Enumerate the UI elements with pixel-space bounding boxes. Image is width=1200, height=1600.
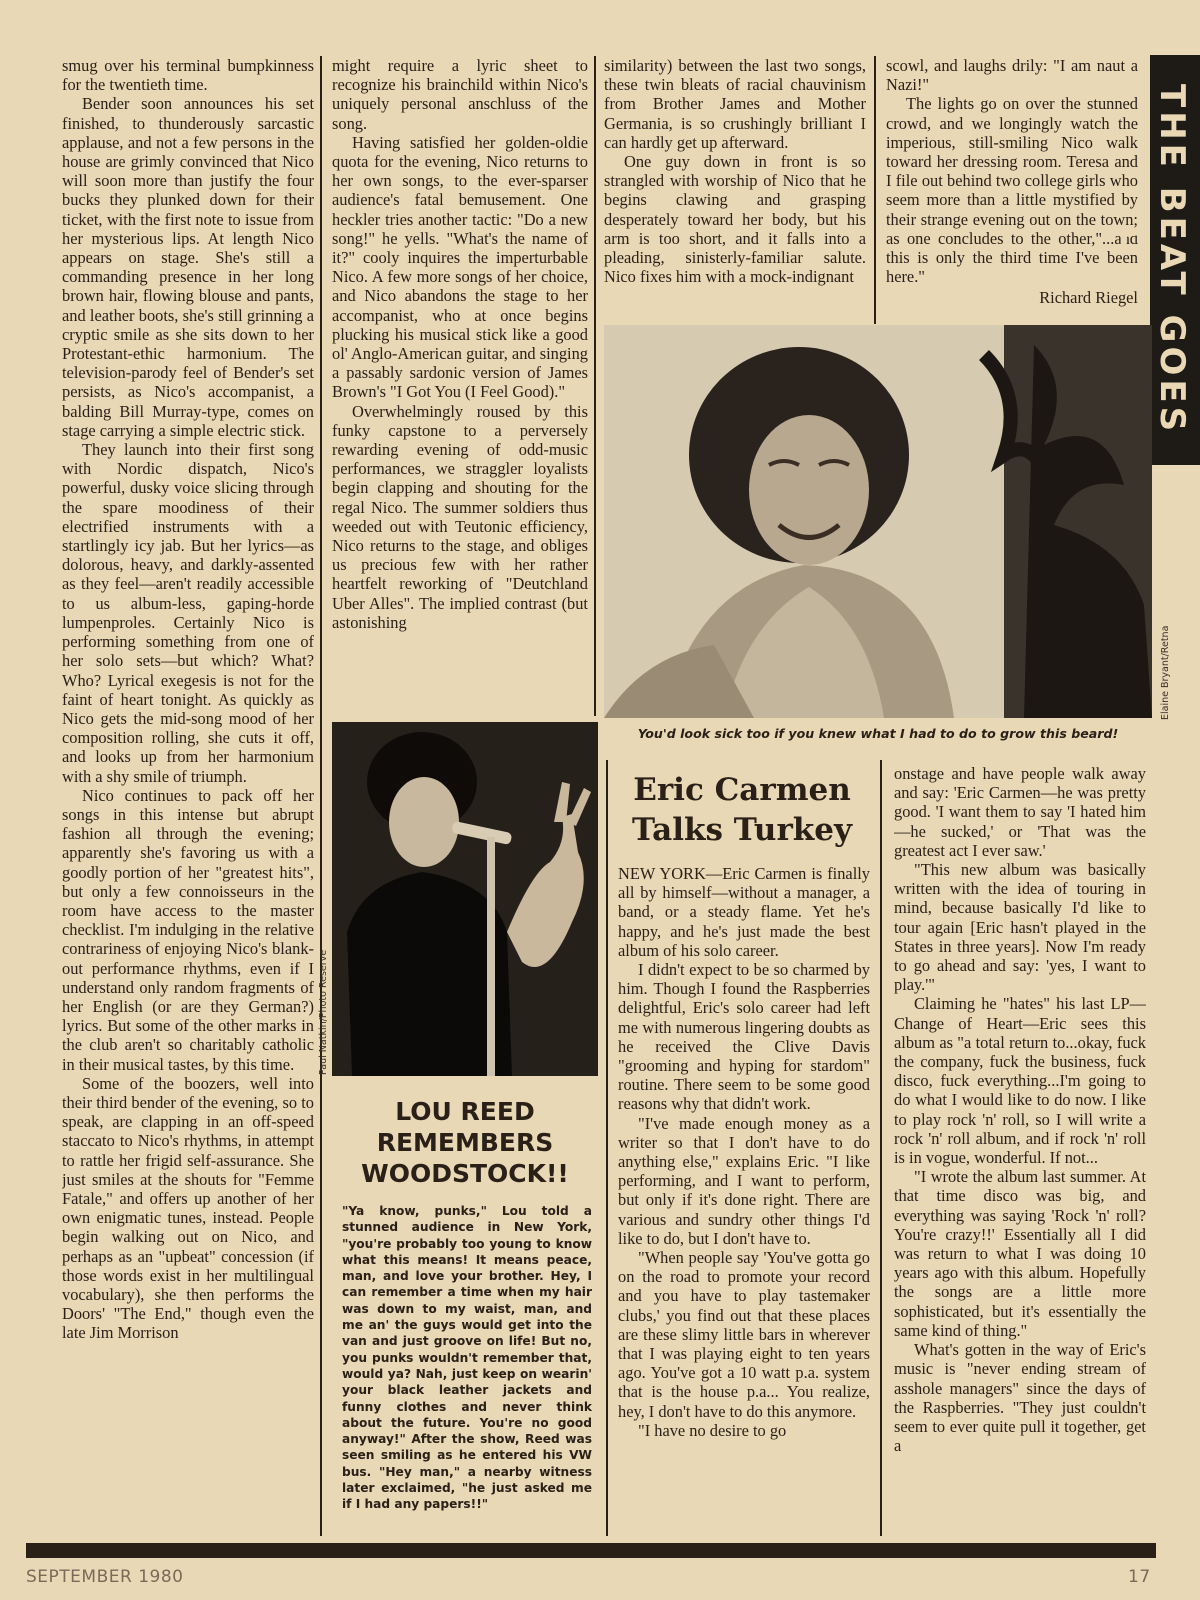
lou-reed-headline — [332, 1096, 598, 1189]
article-column-4 — [886, 56, 1138, 318]
paragraph: Some of the boozers, well into their third bender of the evening, so to speak, are clapping in an off-speed staccato to Nico's rhythms, in attempt to rattle her frigid self-assurance. She just smiles at the shouts for "Femme Fatale," and offers up another of her own enigmatic tunes, instead. People begin walking out on Nico, and perhaps as an "upbeat" concession (if those words exist in her multilingual vocabulary), she then performs the Doors' "The End," though even the late Jim Morrison — [62, 1073, 314, 1343]
paragraph: Overwhelmingly roused by this funky capstone to a perversely rewarding evening of odd-music performances, we straggler loyalists begin clapping and shouting for the regal Nico. The summer soldiers thus weeded out with Teutonic efficiency, Nico returns to the stage, and obliges us precious few with her rather heartfelt reworking of "Deutchland Uber Alles". The implied contrast (but astonishing — [332, 401, 588, 632]
headline-line: LOU REED — [395, 1097, 535, 1126]
paragraph: similarity) between the last two songs, these twin bleats of racial chauvinism from Brother James and Mother Germania, is so crushingly brilliant I can hardly get up afterward. — [604, 56, 866, 152]
headline-line: Eric Carmen — [633, 772, 851, 808]
paragraph: smug over his terminal bumpkinness for the twentieth time. — [62, 56, 314, 95]
paragraph: "I've made enough money as a writer so that I don't have to do anything else," explains Eric. "I like performing, and I want to perform, but only if it's done right. There are various and sundry other things I'd like to do, but I don't have to. — [618, 1113, 870, 1248]
column-divider — [594, 56, 596, 716]
lou-reed-photo — [332, 722, 598, 1076]
headline-line: REMEMBERS — [376, 1128, 554, 1157]
paragraph: onstage and have people walk away and say: 'Eric Carmen—he was pretty good. 'I want them to say 'I hated him—he sucked,' or 'That was the greatest act I ever saw.' — [894, 764, 1146, 860]
column-divider — [320, 56, 322, 1536]
paragraph: "I wrote the album last summer. At that time disco was big, and everything was saying 'Rock 'n' roll? You're crazy!!' Essentially all I did was return to what I was doing 10 years ago with this album. Hopefully the songs are a little more sophisticated, but it's essentially the same kind of thing." — [894, 1167, 1146, 1340]
portrait-illustration — [332, 722, 598, 1076]
footer-rule — [26, 1543, 1156, 1558]
headline-line: Talks Turkey — [632, 812, 852, 848]
lou-reed-story: "Ya know, punks," Lou told a stunned audience in New York, "you're probably too young to know what this means! It means peace, man, and love your brother. Hey, I can remember a time when my hair was down to my waist, man, and me an' the guys would get into the van and just groove on life! But no, you punks wouldn't remember that, would ya? Nah, just keep on wearin' your black leather jackets and funny clothes and never think about the future. You're no good anyway!" After the show, Reed was seen smiling as he entered his VW bus. "Hey man," a nearby witness later exclaimed, "he just asked me if I had any papers!!" — [342, 1204, 592, 1512]
paragraph: One guy down in front is so strangled with worship of Nico that he begins clawing and grasping desperately toward her body, but his arm is too short, and it falls into a pleading, sinisterly-familiar salute. Nico fixes him with a mock-indignant — [604, 152, 866, 287]
article-column-3 — [604, 56, 866, 318]
paragraph: Nico continues to pack off her songs in this intense but abrupt fashion all through the evening; apparently she's favoring us with a goodly portion of her "greatest hits", but only a few connoisseurs in the room have access to the master checklist. I'm indulging in the relative contrariness of enjoying Nico's blank-out performance rhythms, even if I understand only random fragments of her English (or are they German?) lyrics. But some of the other marks in the club aren't so charitably catholic in their musical tastes, by this time. — [62, 785, 314, 1074]
article-column-2 — [332, 56, 588, 706]
paragraph: Claiming he "hates" his last LP—Change of Heart—Eric sees this album as "a total return to...okay, fuck the company, fuck the business, fuck disco, fuck everything...I'm going to do what I would like to do now. I like to play rock 'n' roll, so I will write a rock 'n' roll album, and if rock 'n' roll is in vogue, wonderful. If not... — [894, 994, 1146, 1168]
photo-credit: Paul Natkin/Photo Reserve — [318, 949, 329, 1075]
paragraph: might require a lyric sheet to recognize his brainchild within Nico's uniquely personal anschluss of the song. — [332, 56, 588, 133]
eric-carmen-headline — [614, 770, 870, 850]
paragraph: scowl, and laughs drily: "I am naut a Nazi!" — [886, 56, 1138, 95]
paragraph: "This new album was basically written with the idea of touring in mind, because basically I'd like to tour again [Eric hasn't played in the States in three years]. Now I'm ready to go ahead and say: 'yes, I want to play.'" — [894, 860, 1146, 995]
paragraph: Bender soon announces his set finished, to thunderously sarcastic applause, and not a few persons in the house are grimly convinced that Nico will soon more than justify the four bucks they plunked down for their ticket, with the first note to issue from her mysterious lips. At length Nico appears on stage. She's still a commanding presence in her long brown hair, flowing blouse and pants, and leather boots, she's still grinning a cryptic smile as she sits down to her Protestant-ethic harmonium. The television-parody feel of Bender's set persists, as Nico's accompanist, a balding Bill Murray-type, comes on stage carrying a simple electric stick. — [62, 94, 314, 440]
eric-carmen-column-1 — [618, 864, 870, 1536]
eric-carmen-photo — [604, 325, 1152, 718]
issue-date: SEPTEMBER 1980 — [26, 1567, 184, 1587]
article-column-1 — [62, 56, 314, 1534]
paragraph: "When people say 'You've gotta go on the road to promote your record and you have to play tastemaker clubs,' you find out that these places are these slimy little bars in wherever that I was playing eight to ten years ago. You've got a 10 watt p.a. system that is the house p.a... You realize, hey, I don't have to do this anymore. — [618, 1248, 870, 1421]
paragraph: NEW YORK—Eric Carmen is finally all by himself—without a manager, a band, or a steady flame. Yet he's happy, and he's just made the best album of his solo career. — [618, 864, 870, 960]
headline-line: WOODSTOCK!! — [361, 1159, 569, 1188]
byline: Richard Riegel — [1039, 288, 1138, 308]
column-divider — [880, 760, 882, 1536]
paragraph: The lights go on over the stunned crowd, and we longingly watch the imperious, still-smiling Nico walk toward her dressing room. Teresa and I file out behind two college girls who seem more than a little mystified by their strange evening out on the town; as one concludes to the other,"...and this is only the third time I've been here." — [886, 94, 1138, 287]
paragraph: What's gotten in the way of Eric's music is "never ending stream of asshole managers" since the days of the Raspberries. "They just couldn't seem to ever quite pull it together, get a — [894, 1340, 1146, 1456]
eric-carmen-column-2 — [894, 764, 1146, 1536]
portrait-illustration — [604, 325, 1152, 718]
paragraph: "I have no desire to go — [638, 1420, 787, 1440]
paragraph: I didn't expect to be so charmed by him. Though I found the Raspberries delightful, Eric's solo career had left me with numerous lingering doubts as he received the Clive Davis "grooming and hyping for stardom" routine. There seem to be some good reasons why that didn't work. — [618, 960, 870, 1114]
paragraph: They launch into their first song with Nordic dispatch, Nico's powerful, dusky voice slicing through the spare moodiness of their electrified instruments with a startlingly icy jab. But her lyrics—as dolorous, heavy, and darkly-assented as they feel—aren't readily accessible to us album-less, gaping-horde lumpenproles. Certainly Nico is performing something from one of her solo sets—but which? What? Who? Lyrical exegesis is not for the faint of heart tonight. As quickly as Nico gets the mid-song mood of her composition rolling, she cuts it off, and looks up from her harmonium with a shy smile of triumph. — [62, 440, 314, 786]
photo-caption: You'd look sick too if you knew what I had to do to grow this beard! — [637, 726, 1119, 741]
section-title: THE BEAT GOES ON — [1112, 84, 1192, 436]
column-divider — [606, 760, 608, 1536]
paragraph: Having satisfied her golden-oldie quota for the evening, Nico returns to her own songs, to the ever-sparser audience's fatal bemusement. One heckler tries another tactic: "Do a new song!" he yells. "What's the name of it?" cooly inquires the imperturbable Nico. A few more songs of her choice, and Nico abandons the stage to her accompanist, who at once begins plucking his musical stick like a good ol' Anglo-American guitar, and singing a passably sardonic version of James Brown's "I Got You (I Feel Good)." — [332, 132, 588, 402]
photo-credit: Elaine Bryant/Retna — [1160, 625, 1171, 720]
page-number: 17 — [1128, 1567, 1151, 1587]
column-divider — [874, 56, 876, 324]
